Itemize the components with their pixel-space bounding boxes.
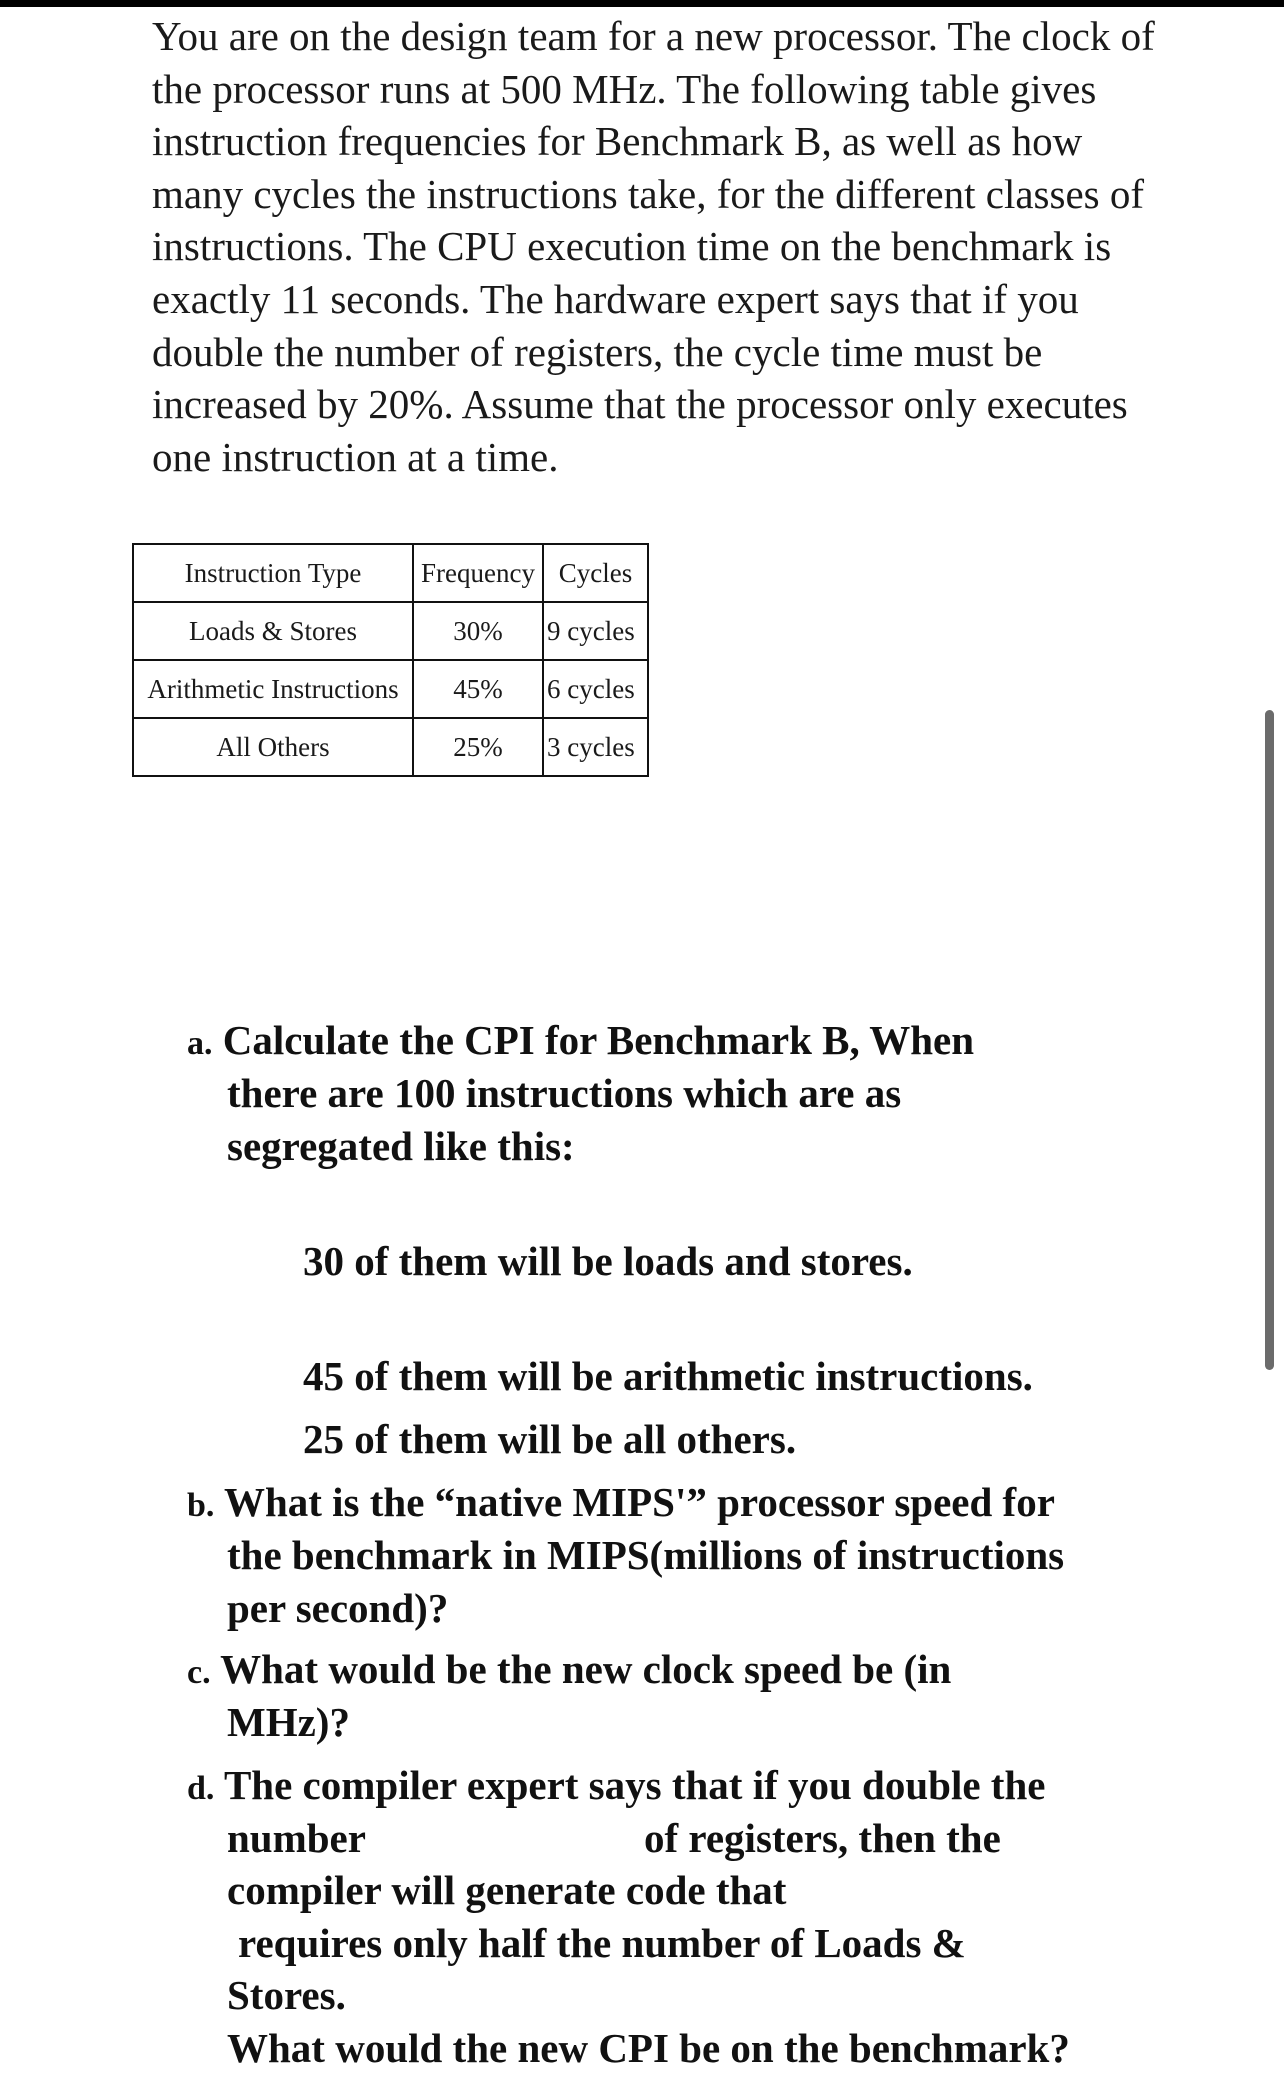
header-instruction-type: Instruction Type bbox=[133, 544, 413, 602]
instruction-type-cell: All Others bbox=[133, 718, 413, 776]
question-c-text-1: What would be the new clock speed be (in bbox=[220, 1646, 952, 1692]
question-c-label: c. bbox=[187, 1654, 211, 1691]
instruction-type-cell: Arithmetic Instructions bbox=[133, 660, 413, 718]
question-b-label: b. bbox=[187, 1487, 215, 1524]
question-a-line-2: there are 100 instructions which are as bbox=[227, 1070, 902, 1116]
question-a-label: a. bbox=[187, 1025, 213, 1062]
question-d-line-3: compiler will generate code that bbox=[227, 1867, 787, 1913]
table-header-row bbox=[133, 544, 648, 602]
header-cycles: Cycles bbox=[543, 544, 648, 602]
table-row bbox=[133, 660, 648, 718]
question-c-line-2: MHz)? bbox=[227, 1699, 350, 1745]
question-a-line-1 bbox=[187, 1014, 974, 1071]
question-d-line-6: What would the new CPI be on the benchmark? bbox=[227, 2025, 1070, 2071]
question-a-line-3: segregated like this: bbox=[227, 1123, 575, 1169]
question-c-line-1 bbox=[187, 1643, 951, 1700]
question-a-item-loads: 30 of them will be loads and stores. bbox=[303, 1238, 913, 1284]
question-d-line-2a: number bbox=[227, 1815, 366, 1861]
problem-intro: You are on the design team for a new processor. The clock of the processor runs at 500 MHz. The following table gives instruction frequencies for Benchmark B, as well as how many cycles the instructions take, for the different classes of instructions. The CPU execution time on the benchmark is exactly 11 seconds. The hardware expert says that if you double the number of registers, the cycle time must be increased by 20%. Assume that the processor only executes one instruction at a time. bbox=[152, 13, 1155, 480]
question-d-line-4: requires only half the number of Loads & bbox=[238, 1920, 966, 1966]
cycles-cell: 6 cycles bbox=[543, 660, 648, 718]
frequency-cell: 30% bbox=[413, 602, 543, 660]
instruction-type-cell: Loads & Stores bbox=[133, 602, 413, 660]
question-b-line-1 bbox=[187, 1476, 1055, 1533]
question-a-item-arithmetic: 45 of them will be arithmetic instructions. bbox=[303, 1353, 1033, 1399]
question-a-text-1: Calculate the CPI for Benchmark B, When bbox=[222, 1017, 975, 1063]
question-d-line-1 bbox=[187, 1759, 1045, 1816]
header-frequency: Frequency bbox=[413, 544, 543, 602]
cycles-cell: 3 cycles bbox=[543, 718, 648, 776]
question-b-line-2: the benchmark in MIPS(millions of instructions bbox=[227, 1532, 1065, 1578]
frequency-cell: 25% bbox=[413, 718, 543, 776]
question-d-line-2b: of registers, then the bbox=[644, 1815, 1001, 1861]
vertical-scrollbar[interactable] bbox=[1265, 710, 1274, 1370]
question-b-text-1: What is the “native MIPS'” processor speed for bbox=[223, 1479, 1055, 1525]
cycles-cell: 9 cycles bbox=[543, 602, 648, 660]
frequency-cell: 45% bbox=[413, 660, 543, 718]
question-d-text-1: The compiler expert says that if you double the bbox=[223, 1762, 1046, 1808]
instruction-frequency-table bbox=[132, 543, 649, 777]
table-row bbox=[133, 602, 648, 660]
question-b-line-3: per second)? bbox=[227, 1585, 449, 1631]
question-d-label: d. bbox=[187, 1770, 215, 1807]
question-d-line-5: Stores. bbox=[227, 1972, 346, 2018]
table-row bbox=[133, 718, 648, 776]
question-a-item-others: 25 of them will be all others. bbox=[303, 1416, 797, 1462]
top-edge-bar bbox=[0, 0, 1284, 7]
